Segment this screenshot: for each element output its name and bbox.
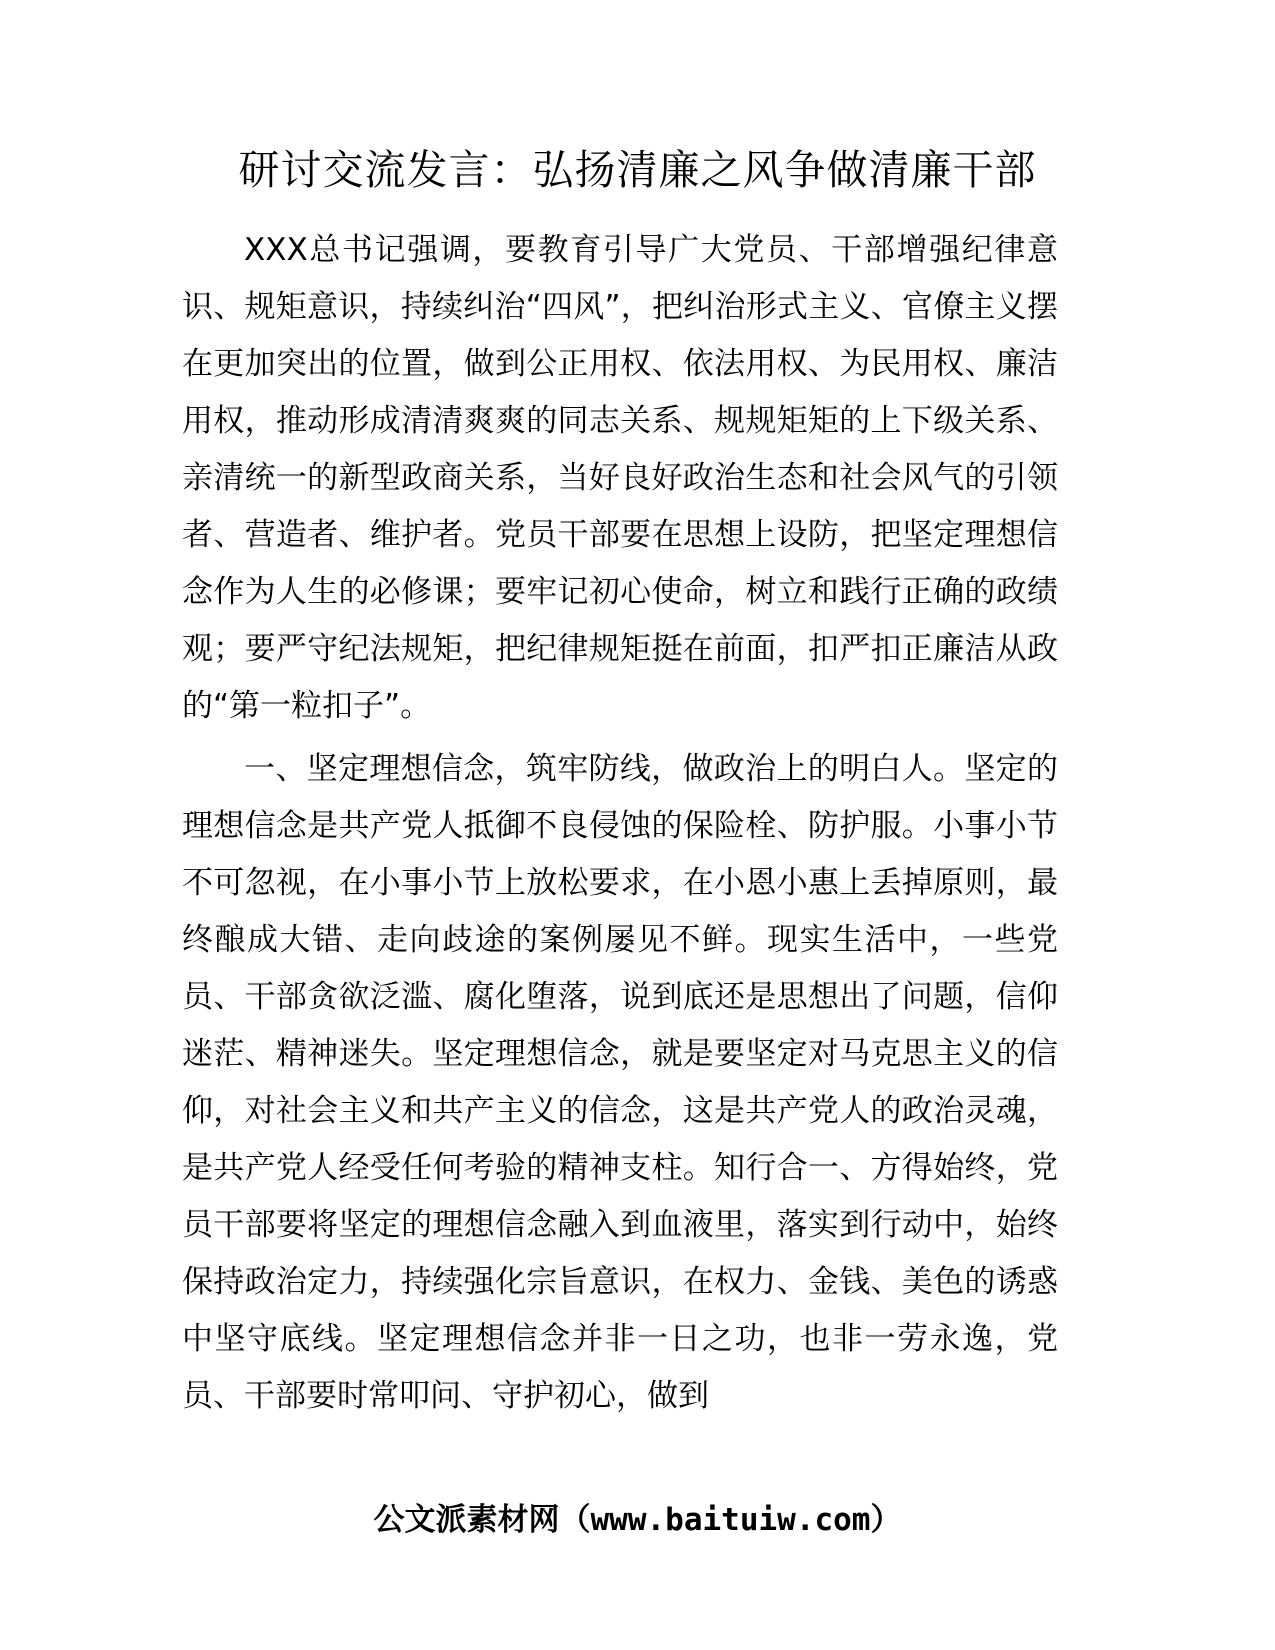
document-title: 研讨交流发言：弘扬清廉之风争做清廉干部 xyxy=(238,146,1037,194)
paragraph-intro: XXX总书记强调，要教育引导广大党员、干部增强纪律意识、规矩意识，持续纠治“四风”，把纠治形式主义、官僚主义摆在更加突出的位置，做到公正用权、依法用权、为民用权、廉洁用权，推动形成清清爽爽的同志关系、规规矩矩的上下级关系、亲清统一的新型政商关系，当好良好政治生态和社会风气的引领者、营造者、维护者。党员干部要在思想上设防，把坚定理想信念作为人生的必修课；要牢记初心使命，树立和践行正确的政绩观；要严守纪法规矩，把纪律规矩挺在前面，扣严扣正廉洁从政的“第一粒扣子”。 xyxy=(182,232,1058,724)
document-body xyxy=(182,222,1058,1425)
footer-site-url: （www.baituiw.com） xyxy=(559,1502,902,1538)
footer-site-name: 公文派素材网 xyxy=(373,1502,560,1538)
page-footer-watermark xyxy=(200,1498,1075,1542)
paragraph-section-one: 一、坚定理想信念，筑牢防线，做政治上的明白人。坚定的理想信念是共产党人抵御不良侵蚀的保险栓、防护服。小事小节不可忽视，在小事小节上放松要求，在小恩小惠上丢掉原则，最终酿成大错、走向歧途的案例屡见不鲜。现实生活中，一些党员、干部贪欲泛滥、腐化堕落，说到底还是思想出了问题，信仰迷茫、精神迷失。坚定理想信念，就是要坚定对马克思主义的信仰，对社会主义和共产主义的信念，这是共产党人的政治灵魂，是共产党人经受任何考验的精神支柱。知行合一、方得始终，党员干部要将坚定的理想信念融入到血液里，落实到行动中，始终保持政治定力，持续强化宗旨意识，在权力、金钱、美色的诱惑中坚守底线。坚定理想信念并非一日之功，也非一劳永逸，党员、干部要时常叩问、守护初心，做到 xyxy=(182,751,1058,1414)
